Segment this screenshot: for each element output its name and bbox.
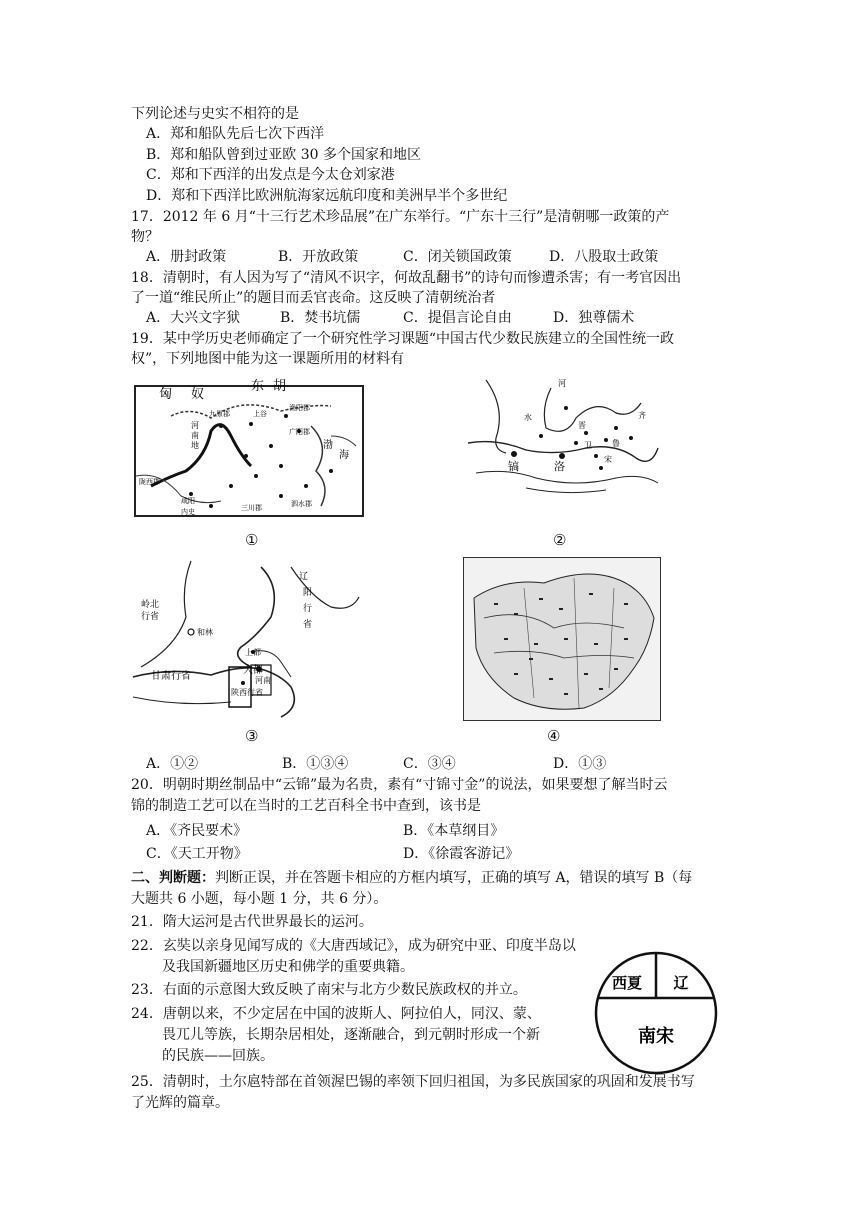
- map1-label: 上谷: [253, 410, 267, 418]
- map1-label: 九原郡: [209, 410, 230, 418]
- q18-option-c: C．提倡言论自由: [403, 310, 512, 326]
- section2-line2: 大题共 6 小题，每小题 1 分，共 6 分）。: [131, 891, 388, 907]
- map3-label: 甘肃行省: [151, 671, 191, 682]
- map1-label: 广阳郡: [289, 428, 310, 436]
- map1-label: 内史: [181, 508, 195, 516]
- q25-line2: 了光辉的篇章。: [131, 1095, 229, 1111]
- q17-option-b: B．开放政策: [278, 249, 359, 265]
- q19-line2: 权”，下列地图中能为这一课题所用的材料有: [131, 351, 405, 367]
- map2-label: 晋: [578, 421, 586, 430]
- q18-option-b: B．焚书坑儒: [280, 310, 361, 326]
- q20-option-a: A．《齐民要术》: [146, 823, 248, 839]
- q20-option-d: D．《徐霞客游记》: [403, 846, 520, 862]
- map2-label: 宋: [604, 455, 612, 464]
- map1-label: 咸阳: [181, 497, 195, 505]
- map1-label: 河: [191, 421, 199, 430]
- q19-option-c: C．③④: [403, 756, 456, 772]
- map-3-caption: ③: [245, 727, 259, 745]
- map1-label: 陇西郡: [139, 478, 160, 486]
- map3-label: 陕西行省: [231, 688, 263, 697]
- diagram-liao-label: 辽: [673, 974, 689, 992]
- map3-label: 和林: [197, 628, 213, 637]
- map1-label: 胡: [273, 379, 287, 394]
- q16-option-c: C．郑和下西洋的出发点是今太仓刘家港: [146, 167, 395, 183]
- q18-option-d: D．独尊儒术: [553, 310, 635, 326]
- q18-line2: 了一道“维民所止”的题目而丢官丧命。这反映了清朝统治者: [131, 290, 496, 306]
- diagram-xixia-label: 西夏: [611, 974, 643, 992]
- q22-line1: 22．玄奘以亲身见闻写成的《大唐西域记》，成为研究中亚、印度半岛以: [131, 938, 576, 954]
- q16-stem: 下列论述与史实不相符的是: [131, 106, 299, 122]
- map3-label: 河南: [255, 676, 271, 685]
- section2-line1: [131, 868, 692, 888]
- map1-label: 奴: [191, 387, 205, 402]
- q17-line2: 物？: [131, 229, 159, 245]
- section2-heading: 二、判断题：: [131, 870, 215, 886]
- map-4-caption: ④: [547, 727, 561, 745]
- map3-label: 岭北: [141, 600, 160, 610]
- map-1-qin: [131, 376, 367, 522]
- map3-label: 省: [303, 620, 313, 630]
- map2-label: 镐: [508, 460, 519, 473]
- q25-line1: 25．清朝时，土尔扈特部在首领渥巴锡的率领下回归祖国，为多民族国家的巩固和发展书写: [131, 1074, 695, 1090]
- map2-label: 河: [558, 379, 566, 388]
- map3-label: 阳: [303, 588, 313, 598]
- q19-option-b: B．①③④: [282, 756, 349, 772]
- q21: 21．隋大运河是古代世界最长的运河。: [131, 914, 373, 930]
- map3-label: 行: [303, 604, 313, 614]
- q20-line1: 20．明朝时期丝制品中“云锦”最为名贵，素有“寸锦寸金”的说法，如果要想了解当时云: [131, 777, 668, 793]
- map-3-yuan: [131, 557, 361, 719]
- q16-option-d: D．郑和下西洋比欧洲航海家远航印度和美洲早半个多世纪: [146, 188, 508, 204]
- map2-label: 鲁: [612, 439, 620, 448]
- map2-label: 水: [524, 413, 532, 422]
- diagram-southern-song-label: 南宋: [638, 1026, 674, 1047]
- q18-option-a: A．大兴文字狱: [146, 310, 241, 326]
- map1-label: 三川郡: [241, 504, 262, 512]
- map-1-caption: ①: [245, 531, 259, 549]
- q23: 23．右面的示意图大致反映了南宋与北方少数民族政权的并立。: [131, 982, 527, 998]
- map-2-zhou: [466, 378, 660, 502]
- map1-label: 海: [339, 450, 349, 461]
- q24-line2: 畏兀儿等族，长期杂居相处，逐渐融合，到元朝时形成一个新: [162, 1027, 540, 1043]
- q24-line3: 的民族——回族。: [162, 1048, 274, 1064]
- map-2-caption: ②: [553, 531, 567, 549]
- map1-label: 渤: [323, 440, 333, 451]
- map1-label: 匈: [159, 387, 173, 402]
- q16-option-b: B．郑和船队曾到过亚欧 30 多个国家和地区: [146, 147, 422, 163]
- q19-option-a: A．①②: [146, 756, 199, 772]
- map1-label: 泗水郡: [291, 500, 312, 508]
- map1-label: 地: [191, 441, 199, 450]
- song-regimes-diagram: [593, 950, 719, 1076]
- q17-option-c: C．闭关锁国政策: [403, 249, 512, 265]
- q19-line1: 19．某中学历史老师确定了一个研究性学习课题“中国古代少数民族建立的全国性统一政: [131, 331, 674, 347]
- q19-option-d: D．①③: [553, 756, 607, 772]
- map3-label: 大都: [243, 665, 263, 676]
- map3-label: 辽: [299, 572, 309, 582]
- q22-line2: 及我国新疆地区历史和佛学的重要典籍。: [162, 959, 414, 975]
- map1-label: 南: [191, 431, 199, 440]
- q17-option-d: D．八股取士政策: [549, 249, 659, 265]
- map2-label: 卫: [584, 441, 592, 450]
- section2-instructions: 判断正误，并在答题卡相应的方框内填写，正确的填写 A，错误的填写 B（每: [215, 870, 693, 886]
- q24-line1: 24．唐朝以来，不少定居在中国的波斯人、阿拉伯人，同汉、蒙、: [131, 1006, 541, 1022]
- map1-label: 东: [251, 379, 265, 394]
- q16-option-a: A．郑和船队先后七次下西洋: [146, 126, 325, 142]
- map1-label: 渔阳郡: [289, 404, 310, 412]
- q20-option-b: B．《本草纲目》: [403, 823, 505, 839]
- map3-label: 上都: [245, 648, 261, 657]
- map2-label: 洛: [554, 460, 565, 473]
- map2-label: 齐: [638, 411, 646, 420]
- map3-label: 行省: [141, 612, 160, 622]
- q20-option-c: C．《天工开物》: [146, 846, 248, 862]
- q18-line1: 18．清朝时，有人因为写了“清风不识字，何故乱翻书”的诗句而惨遭杀害；有一考官因出: [131, 270, 682, 286]
- q20-line2: 锦的制造工艺可以在当时的工艺百科全书中查到，该书是: [131, 798, 481, 814]
- q17-option-a: A．册封政策: [146, 249, 227, 265]
- map-4-qing: [463, 557, 661, 721]
- q17-line1: 17．2012 年 6 月“十三行艺术珍品展”在广东举行。“广东十三行”是清朝哪一政策的产: [131, 209, 670, 225]
